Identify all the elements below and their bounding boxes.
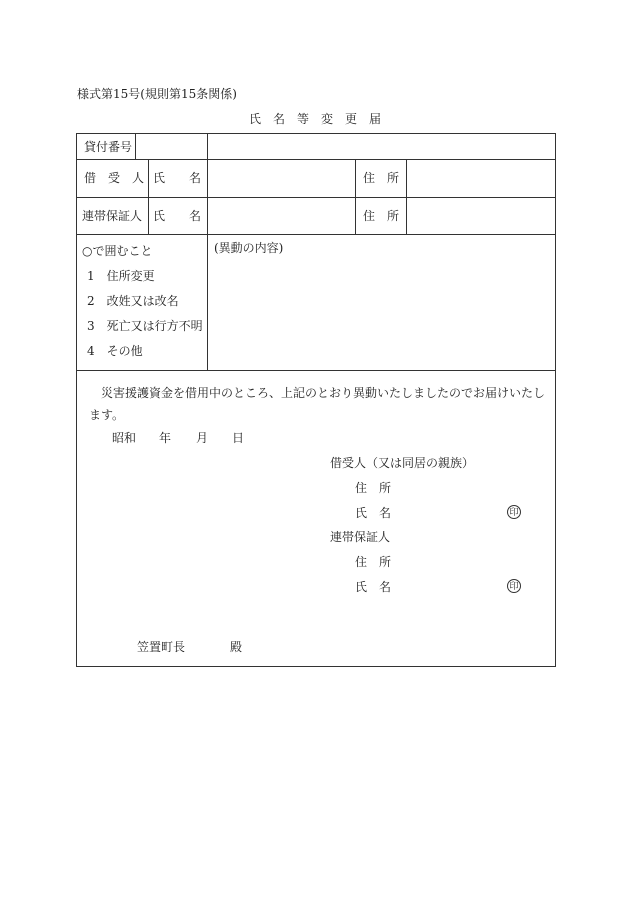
declaration-line: ます。 — [89, 408, 125, 422]
guarantor-name-field[interactable] — [209, 199, 354, 233]
row-divider — [77, 370, 555, 371]
declaration-line: 災害援護資金を借用中のところ、上記のとおり異動いたしましたのでお届けいたし — [101, 386, 546, 400]
change-details-field[interactable] — [209, 256, 554, 368]
date-month-unit: 月 — [196, 431, 209, 445]
column-divider — [355, 159, 356, 234]
recipient: 笠置町長 — [137, 640, 186, 654]
change-details-label: (異動の内容) — [214, 241, 284, 255]
form-title: 氏 名 等 変 更 届 — [248, 112, 381, 126]
honorific: 殿 — [230, 640, 243, 654]
guarantor-label: 連帯保証人 — [82, 209, 143, 223]
guarantor-heading: 連帯保証人 — [330, 530, 391, 544]
loan-number-label: 貸付番号 — [84, 140, 133, 154]
borrower-label: 借 受 人 — [84, 171, 145, 185]
borrower-name-field[interactable] — [209, 161, 354, 196]
borrower-address-field[interactable] — [408, 161, 554, 196]
loan-number-extra[interactable] — [209, 135, 554, 158]
circle-instruction: ○で囲むこと — [82, 244, 153, 258]
borrower-seal-icon: 印 — [507, 505, 521, 519]
borrower-sign-name-label: 氏 名 — [355, 506, 392, 520]
option-death-missing[interactable]: 3 死亡又は行方不明 — [87, 319, 203, 333]
form-number: 様式第15号(規則第15条関係) — [77, 87, 237, 101]
borrower-sign-address-label: 住 所 — [355, 481, 392, 495]
option-name-change[interactable]: 2 改姓又は改名 — [87, 294, 179, 308]
column-divider — [406, 159, 407, 234]
column-divider — [135, 134, 136, 159]
guarantor-sign-name-label: 氏 名 — [355, 580, 392, 594]
date-day-unit: 日 — [232, 431, 245, 445]
guarantor-address-field[interactable] — [408, 199, 554, 233]
option-other[interactable]: 4 その他 — [87, 344, 143, 358]
form-table — [76, 133, 556, 667]
option-address-change[interactable]: 1 住所変更 — [87, 269, 155, 283]
date-year-unit: 年 — [159, 431, 172, 445]
column-divider — [207, 134, 208, 370]
declaration-text — [89, 382, 551, 426]
guarantor-seal-icon: 印 — [507, 579, 521, 593]
guarantor-name-label: 氏 名 — [153, 209, 202, 223]
borrower-address-label: 住 所 — [363, 171, 400, 185]
borrower-name-label: 氏 名 — [153, 171, 202, 185]
column-divider — [148, 159, 149, 234]
guarantor-address-label: 住 所 — [363, 209, 400, 223]
guarantor-sign-address-label: 住 所 — [355, 555, 392, 569]
loan-number-value[interactable] — [137, 135, 206, 158]
row-divider — [77, 234, 555, 235]
borrower-heading: 借受人（又は同居の親族） — [330, 456, 475, 470]
date-era: 昭和 — [112, 431, 137, 445]
